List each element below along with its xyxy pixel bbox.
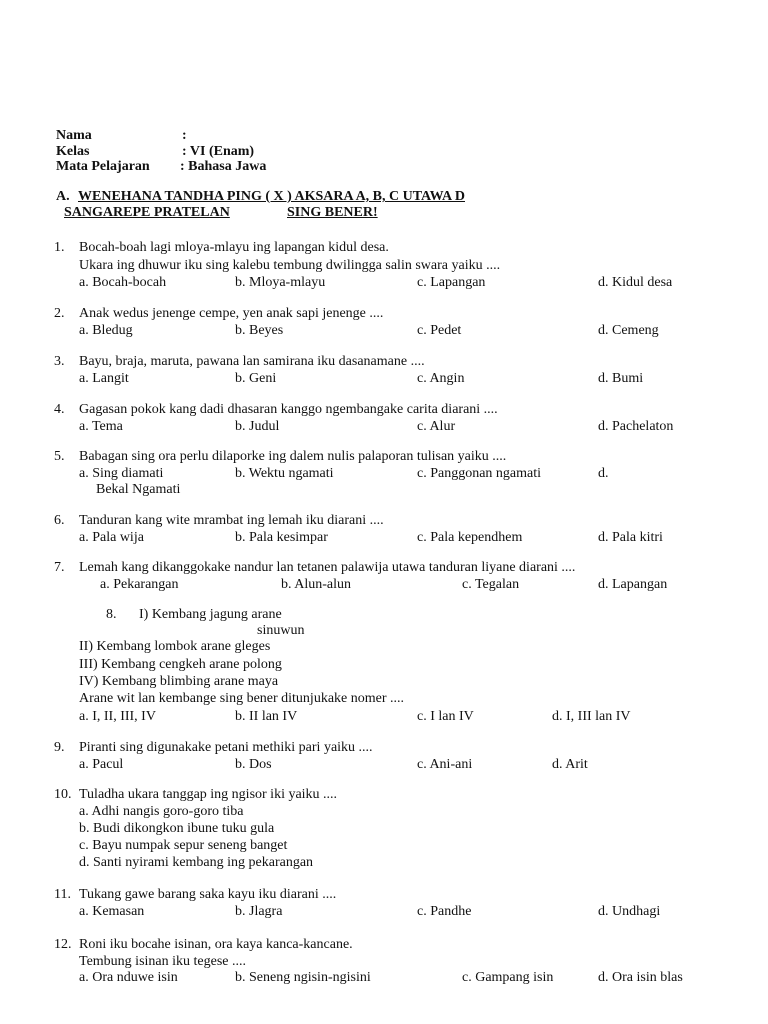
section-title-line2b: SING BENER! [287,205,378,220]
q6-option-c[interactable]: c. Pala kependhem [417,530,523,545]
q6-text: Tanduran kang wite mrambat ing lemah iku diarani .... [79,513,384,528]
q7-option-c[interactable]: c. Tegalan [462,577,520,592]
q5-option-a[interactable]: a. Sing diamati [79,466,164,481]
q11-number: 11. [54,887,71,902]
section-title-line2a: SANGAREPE PRATELAN [64,205,230,220]
q12-option-b[interactable]: b. Seneng ngisin-ngisini [235,970,371,985]
q1-option-a[interactable]: a. Bocah-bocah [79,275,167,290]
q5-text: Babagan sing ora perlu dilaporke ing dalem nulis palaporan tulisan yaiku .... [79,449,507,464]
q3-option-a[interactable]: a. Langit [79,371,129,386]
nama-label: Nama [56,128,92,143]
q8-number: 8. [106,607,117,622]
q3-option-b[interactable]: b. Geni [235,371,277,386]
q3-option-c[interactable]: c. Angin [417,371,465,386]
q4-number: 4. [54,402,65,417]
q8-option-a[interactable]: a. I, II, III, IV [79,709,156,724]
kelas-value: : VI (Enam) [182,144,255,159]
q6-option-b[interactable]: b. Pala kesimpar [235,530,328,545]
q1-option-b[interactable]: b. Mloya-mlayu [235,275,326,290]
q1-option-c[interactable]: c. Lapangan [417,275,486,290]
q12-number: 12. [54,937,72,952]
q8-item-2: II) Kembang lombok arane gleges [79,639,271,654]
q1-number: 1. [54,240,65,255]
q12-text2: Tembung isinan iku tegese .... [79,954,246,969]
q8-option-c[interactable]: c. I lan IV [417,709,474,724]
q9-option-a[interactable]: a. Pacul [79,757,124,772]
q9-option-c[interactable]: c. Ani-ani [417,757,473,772]
section-title-line1: WENEHANA TANDHA PING ( X ) AKSARA A, B, C UTAWA D [78,189,465,204]
q4-option-d[interactable]: d. Pachelaton [598,419,674,434]
q7-option-b[interactable]: b. Alun-alun [281,577,351,592]
q2-option-d[interactable]: d. Cemeng [598,323,659,338]
mapel-value: : Bahasa Jawa [180,159,267,174]
q12-text: Roni iku bocahe isinan, ora kaya kanca-kancane. [79,937,353,952]
q2-option-b[interactable]: b. Beyes [235,323,284,338]
q12-option-c[interactable]: c. Gampang isin [462,970,554,985]
q12-option-d[interactable]: d. Ora isin blas [598,970,683,985]
q7-option-a[interactable]: a. Pekarangan [100,577,179,592]
q2-text: Anak wedus jenenge cempe, yen anak sapi jenenge .... [79,306,384,321]
q5-option-b[interactable]: b. Wektu ngamati [235,466,334,481]
q8-item-3: III) Kembang cengkeh arane polong [79,657,282,672]
q11-option-b[interactable]: b. Jlagra [235,904,283,919]
q3-number: 3. [54,354,65,369]
q8-item-4: IV) Kembang blimbing arane maya [79,674,279,689]
q4-option-c[interactable]: c. Alur [417,419,456,434]
q5-option-d-text: Bekal Ngamati [96,482,181,497]
kelas-label: Kelas [56,144,90,159]
q12-option-a[interactable]: a. Ora nduwe isin [79,970,178,985]
mapel-label: Mata Pelajaran [56,159,150,174]
q7-text: Lemah kang dikanggokake nandur lan tetanen palawija utawa tanduran liyane diarani .... [79,560,576,575]
q8-text: Arane wit lan kembange sing bener ditunjukake nomer .... [79,691,405,706]
q6-number: 6. [54,513,65,528]
q11-option-d[interactable]: d. Undhagi [598,904,661,919]
q2-number: 2. [54,306,65,321]
q9-number: 9. [54,740,65,755]
q9-option-d[interactable]: d. Arit [552,757,588,772]
q10-option-b[interactable]: b. Budi dikongkon ibune tuku gula [79,821,275,836]
q8-item-1: I) Kembang jagung arane [139,607,282,622]
q6-option-a[interactable]: a. Pala wija [79,530,144,545]
q8-item-1-cont: sinuwun [257,623,305,638]
q11-option-a[interactable]: a. Kemasan [79,904,145,919]
q1-option-d[interactable]: d. Kidul desa [598,275,673,290]
q3-text: Bayu, braja, maruta, pawana lan samirana iku dasanamane .... [79,354,425,369]
q8-option-b[interactable]: b. II lan IV [235,709,298,724]
q11-option-c[interactable]: c. Pandhe [417,904,472,919]
q9-option-b[interactable]: b. Dos [235,757,272,772]
q9-text: Piranti sing digunakake petani methiki pari yaiku .... [79,740,373,755]
nama-colon: : [182,128,187,143]
q10-text: Tuladha ukara tanggap ing ngisor iki yaiku .... [79,787,338,802]
q7-number: 7. [54,560,65,575]
q10-number: 10. [54,787,72,802]
q10-option-d[interactable]: d. Santi nyirami kembang ing pekarangan [79,855,314,870]
section-prefix: A. [56,189,70,204]
q4-option-a[interactable]: a. Tema [79,419,123,434]
q7-option-d[interactable]: d. Lapangan [598,577,668,592]
q3-option-d[interactable]: d. Bumi [598,371,644,386]
q2-option-a[interactable]: a. Bledug [79,323,133,338]
q1-text2: Ukara ing dhuwur iku sing kalebu tembung dwilingga salin swara yaiku .... [79,258,501,273]
q8-option-d[interactable]: d. I, III lan IV [552,709,631,724]
q11-text: Tukang gawe barang saka kayu iku diarani .... [79,887,337,902]
q1-text: Bocah-boah lagi mloya-mlayu ing lapangan kidul desa. [79,240,389,255]
q5-option-d[interactable]: d. [598,466,609,481]
q4-text: Gagasan pokok kang dadi dhasaran kanggo ngembangake carita diarani .... [79,402,498,417]
q4-option-b[interactable]: b. Judul [235,419,280,434]
q5-option-c[interactable]: c. Panggonan ngamati [417,466,542,481]
q6-option-d[interactable]: d. Pala kitri [598,530,663,545]
q5-number: 5. [54,449,65,464]
q10-option-a[interactable]: a. Adhi nangis goro-goro tiba [79,804,244,819]
q10-option-c[interactable]: c. Bayu numpak sepur seneng banget [79,838,288,853]
q2-option-c[interactable]: c. Pedet [417,323,462,338]
